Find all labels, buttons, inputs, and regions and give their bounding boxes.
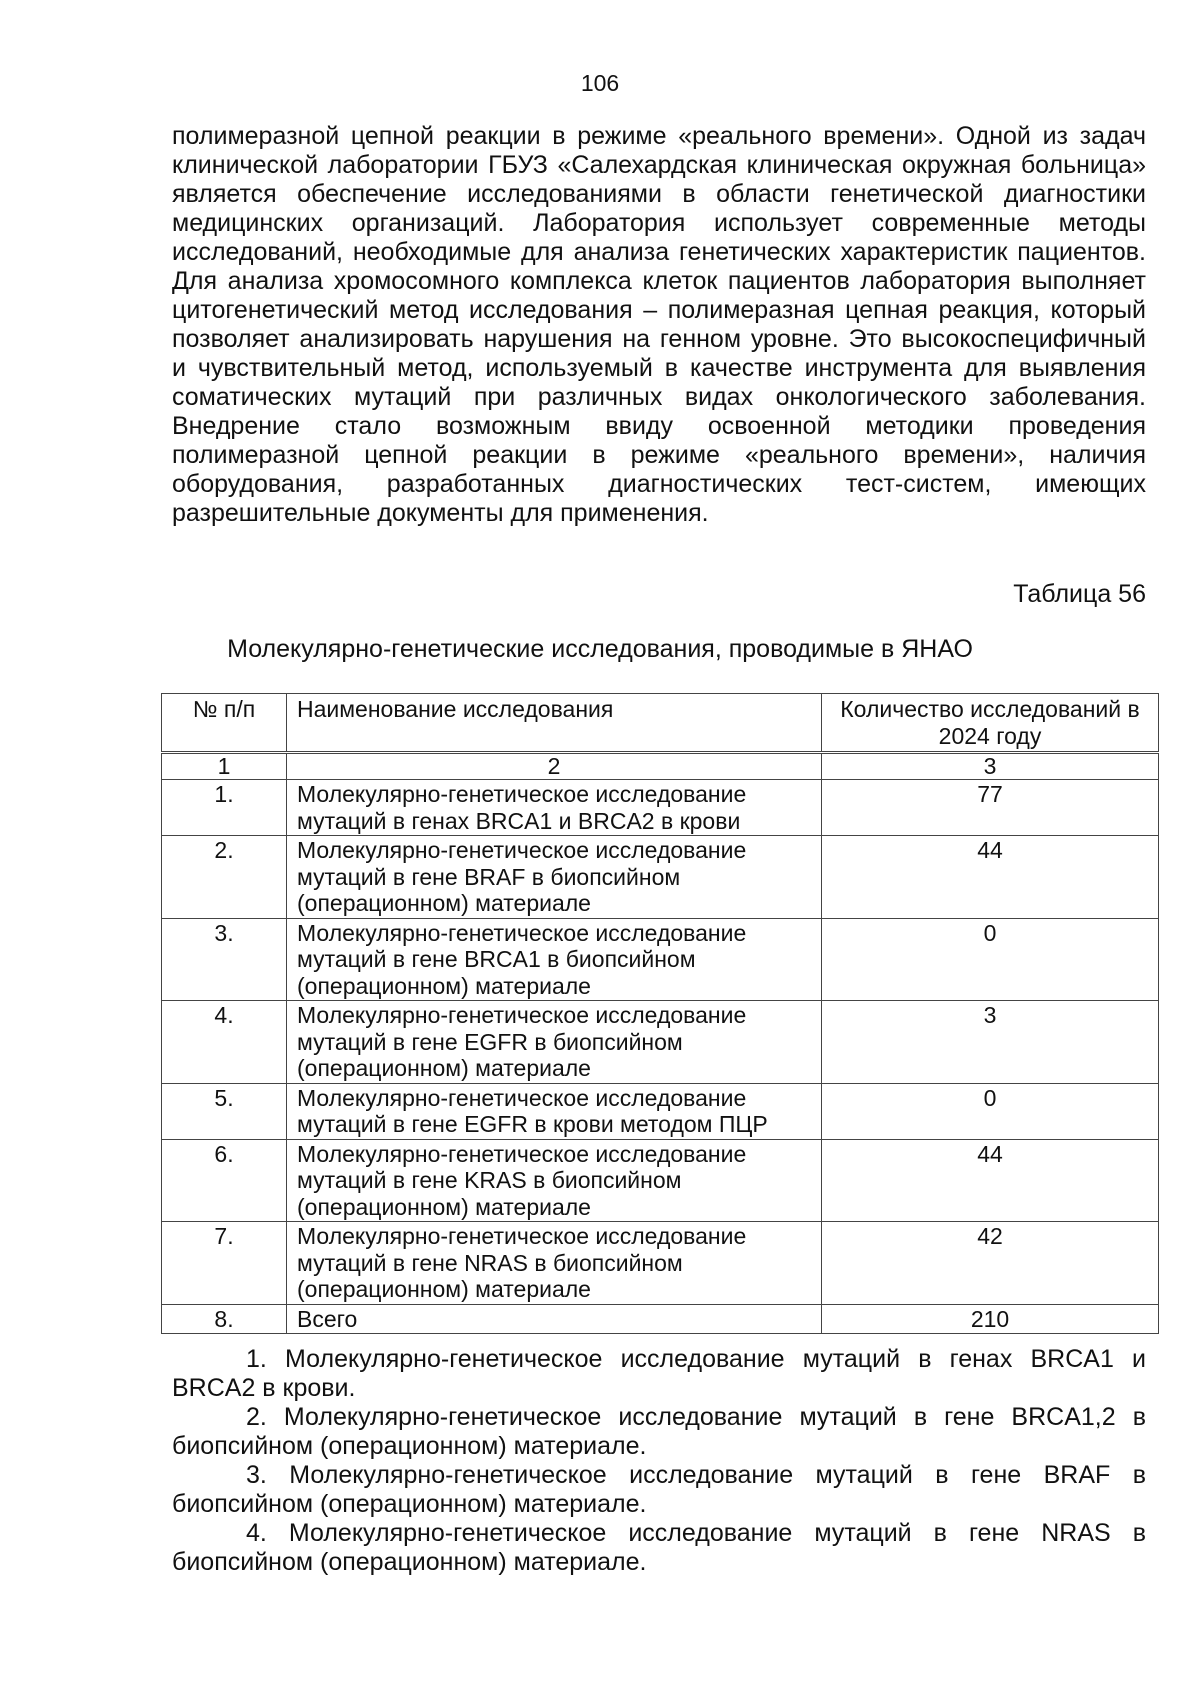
row-number: 5. bbox=[162, 1083, 287, 1139]
index-cell: 3 bbox=[822, 753, 1159, 780]
table-row bbox=[162, 1083, 1159, 1139]
row-number: 2. bbox=[162, 836, 287, 919]
body-paragraph: полимеразной цепной реакции в режиме «реального времени». Одной из задач клинической лаборатории ГБУЗ «Салехардская клиническая окружная больница» является обеспечение исследованиями в области генетической диагностики медицинских организаций. Лаборатория использует современные методы исследований, необходимые для анализа генетических характеристик пациентов. Для анализа хромосомного комплекса клеток пациентов лаборатория выполняет цитогенетический метод исследования – полимеразная цепная реакция, который позволяет анализировать нарушения на генном уровне. Это высокоспецифичный и чувствительный метод, используемый в качестве инструмента для выявления соматических мутаций при различных видах онкологического заболевания. Внедрение стало возможным ввиду освоенной методики проведения полимеразной цепной реакции в режиме «реального времени», наличия оборудования, разработанных диагностических тест-систем, имеющих разрешительные документы для применения. bbox=[172, 122, 1146, 527]
row-study-name: Молекулярно-генетическое исследование мутаций в гене BRCA1 в биопсийном (операционном) материале bbox=[287, 918, 822, 1001]
studies-table bbox=[161, 693, 1159, 1334]
table-total-row bbox=[162, 1304, 1159, 1334]
row-number: 8. bbox=[162, 1304, 287, 1334]
row-number: 4. bbox=[162, 1001, 287, 1084]
table-title: Молекулярно-генетические исследования, проводимые в ЯНАО bbox=[227, 635, 973, 663]
row-study-count: 44 bbox=[822, 836, 1159, 919]
header-study-name: Наименование исследования bbox=[287, 694, 822, 753]
row-number: 7. bbox=[162, 1222, 287, 1305]
table-header-row bbox=[162, 694, 1159, 753]
row-number: 1. bbox=[162, 780, 287, 836]
index-cell: 1 bbox=[162, 753, 287, 780]
table-row bbox=[162, 836, 1159, 919]
row-study-count: 42 bbox=[822, 1222, 1159, 1305]
row-study-name: Молекулярно-генетическое исследование мутаций в генах BRCA1 и BRCA2 в крови bbox=[287, 780, 822, 836]
table-row bbox=[162, 1001, 1159, 1084]
table-row bbox=[162, 1222, 1159, 1305]
footnote-item: 2. Молекулярно-генетическое исследование мутаций в гене BRCA1,2 в биопсийном (операционном) материале. bbox=[172, 1403, 1146, 1460]
row-study-count: 0 bbox=[822, 918, 1159, 1001]
row-study-count: 44 bbox=[822, 1139, 1159, 1222]
row-study-name: Молекулярно-генетическое исследование мутаций в гене EGFR в биопсийном (операционном) материале bbox=[287, 1001, 822, 1084]
header-number: № п/п bbox=[162, 694, 287, 753]
index-cell: 2 bbox=[287, 753, 822, 780]
row-study-name: Молекулярно-генетическое исследование мутаций в гене BRAF в биопсийном (операционном) материале bbox=[287, 836, 822, 919]
table-row bbox=[162, 1139, 1159, 1222]
footnote-list bbox=[172, 1345, 1146, 1577]
row-number: 3. bbox=[162, 918, 287, 1001]
table-label: Таблица 56 bbox=[1013, 580, 1146, 608]
table-row bbox=[162, 918, 1159, 1001]
row-study-count: 0 bbox=[822, 1083, 1159, 1139]
row-study-count: 3 bbox=[822, 1001, 1159, 1084]
footnote-item: 1. Молекулярно-генетическое исследование мутаций в генах BRCA1 и BRCA2 в крови. bbox=[172, 1345, 1146, 1402]
row-study-name: Молекулярно-генетическое исследование мутаций в гене EGFR в крови методом ПЦР bbox=[287, 1083, 822, 1139]
footnote-item: 4. Молекулярно-генетическое исследование мутаций в гене NRAS в биопсийном (операционном) материале. bbox=[172, 1519, 1146, 1576]
total-count: 210 bbox=[822, 1304, 1159, 1334]
page-number: 106 bbox=[580, 70, 620, 96]
row-number: 6. bbox=[162, 1139, 287, 1222]
table-row bbox=[162, 780, 1159, 836]
row-study-name: Молекулярно-генетическое исследование мутаций в гене NRAS в биопсийном (операционном) материале bbox=[287, 1222, 822, 1305]
header-study-count: Количество исследований в 2024 году bbox=[822, 694, 1159, 753]
table-index-row bbox=[162, 753, 1159, 780]
row-study-count: 77 bbox=[822, 780, 1159, 836]
row-study-name: Молекулярно-генетическое исследование мутаций в гене KRAS в биопсийном (операционном) материале bbox=[287, 1139, 822, 1222]
total-label: Всего bbox=[287, 1304, 822, 1334]
footnote-item: 3. Молекулярно-генетическое исследование мутаций в гене BRAF в биопсийном (операционном) материале. bbox=[172, 1461, 1146, 1518]
